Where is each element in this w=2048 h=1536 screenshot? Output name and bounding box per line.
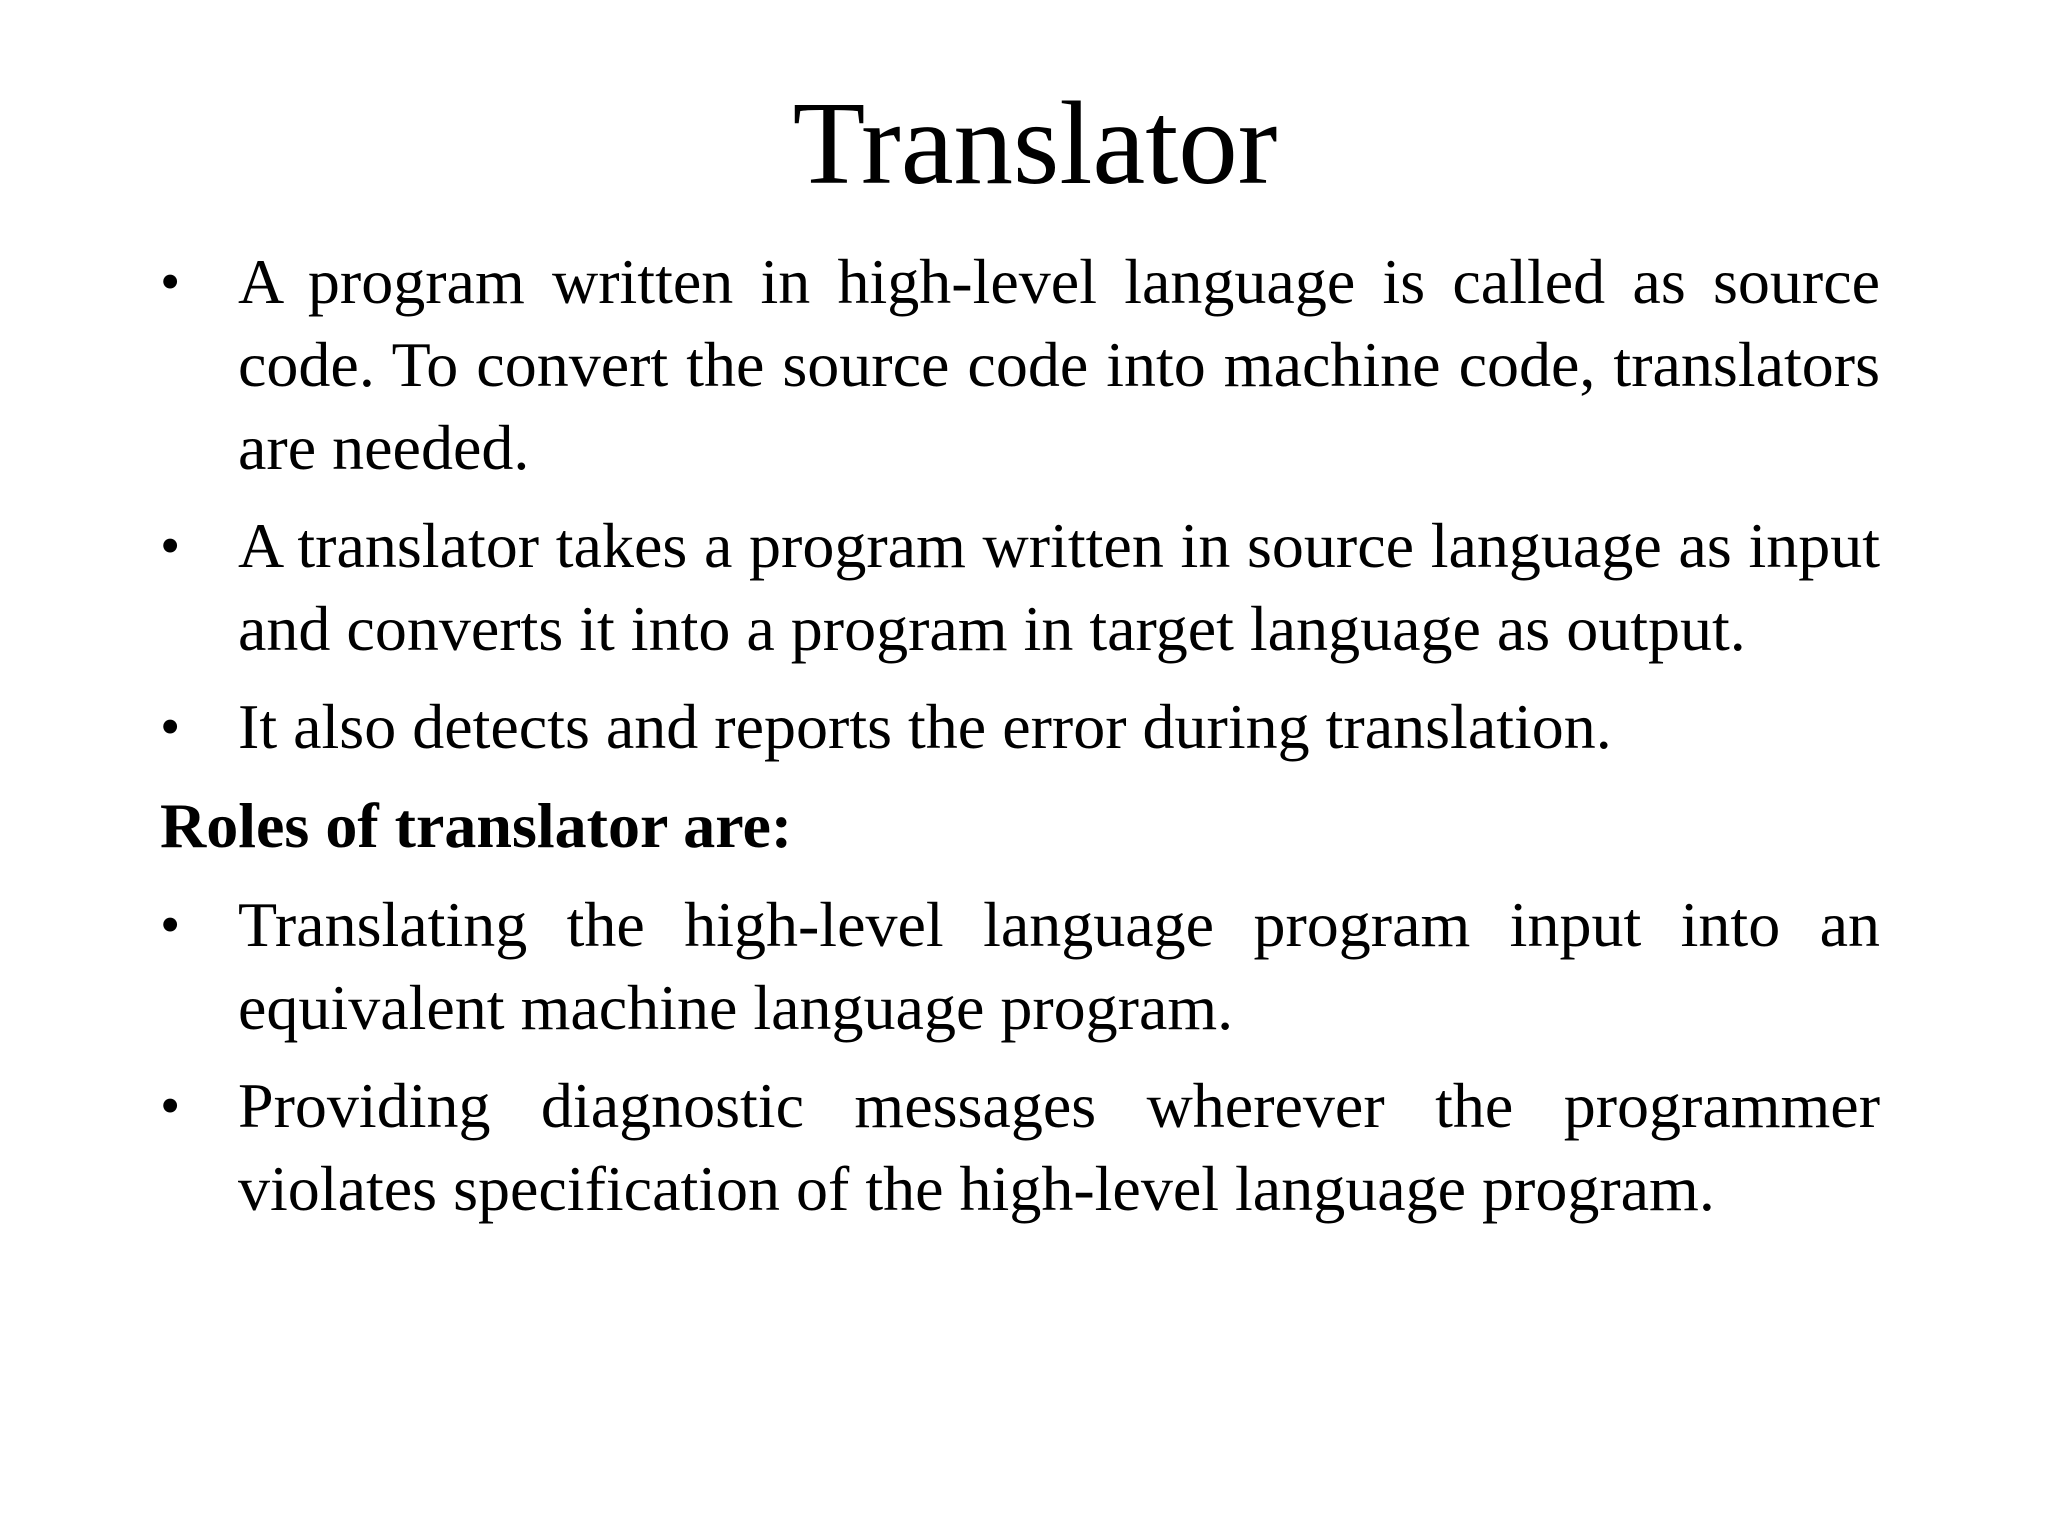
roles-bullet-list bbox=[160, 883, 1880, 1230]
bullet-text: A translator takes a program written in source language as input and converts it into a program in target language as output. bbox=[238, 510, 1880, 664]
bullet-text: Providing diagnostic messages wherever the programmer violates specification of the high-level language program. bbox=[238, 1070, 1880, 1224]
bullet-icon: • bbox=[160, 249, 181, 314]
bullet-text: It also detects and reports the error during translation. bbox=[238, 691, 1612, 762]
bullet-icon: • bbox=[160, 694, 181, 759]
bullet-icon: • bbox=[160, 1073, 181, 1138]
bullet-text: Translating the high-level language program input into an equivalent machine language program. bbox=[238, 889, 1880, 1043]
bullet-item-translator-definition bbox=[160, 504, 1880, 670]
bullet-item-diagnostic-role bbox=[160, 1064, 1880, 1230]
bullet-text: A program written in high-level language is called as source code. To convert the source code into machine code, translators are needed. bbox=[238, 246, 1880, 483]
intro-bullet-list bbox=[160, 240, 1880, 768]
slide-content bbox=[160, 240, 1880, 1245]
bullet-icon: • bbox=[160, 513, 181, 578]
roles-heading: Roles of translator are: bbox=[160, 790, 793, 861]
bullet-item-error-detection bbox=[160, 685, 1880, 768]
bullet-item-translation-role bbox=[160, 883, 1880, 1049]
slide-title: Translator bbox=[792, 77, 1278, 209]
bullet-item-source-code bbox=[160, 240, 1880, 489]
bullet-icon: • bbox=[160, 892, 181, 957]
